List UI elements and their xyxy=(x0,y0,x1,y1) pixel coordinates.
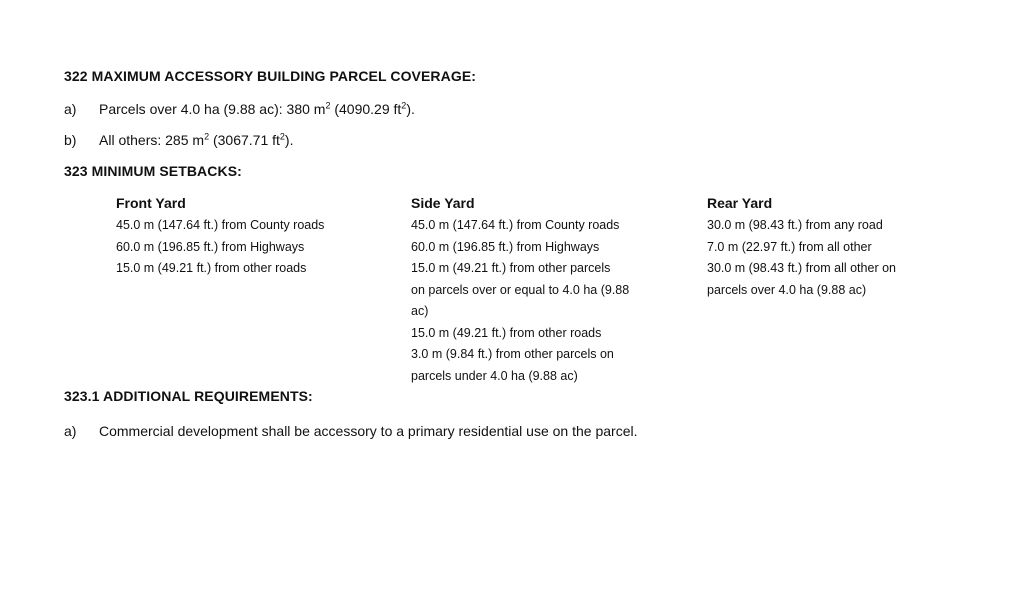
item-text-before: Parcels over 4.0 ha (9.88 ac): 380 m xyxy=(99,101,326,117)
item-text-mid: (3067.71 ft xyxy=(209,132,280,148)
item-text-after: ). xyxy=(284,132,294,148)
superscript: 2 xyxy=(401,100,407,111)
section-323-heading: 323 MINIMUM SETBACKS: xyxy=(64,163,242,179)
superscript: 2 xyxy=(204,131,210,142)
side-yard-line: 15.0 m (49.21 ft.) from other roads xyxy=(411,325,602,340)
section-323-1-heading: 323.1 ADDITIONAL REQUIREMENTS: xyxy=(64,388,313,404)
superscript: 2 xyxy=(279,131,285,142)
side-yard-line: 45.0 m (147.64 ft.) from County roads xyxy=(411,218,620,232)
section-322-heading: 322 MAXIMUM ACCESSORY BUILDING PARCEL COVERAGE: xyxy=(64,68,477,84)
side-yard-title: Side Yard xyxy=(411,195,475,211)
side-yard-line: 60.0 m (196.85 ft.) from Highways xyxy=(411,239,600,254)
rear-yard-title: Rear Yard xyxy=(707,195,773,211)
rear-yard-column xyxy=(707,194,896,301)
rear-yard-line: 30.0 m (98.43 ft.) from all other on xyxy=(707,261,896,275)
rear-yard-line: 7.0 m (22.97 ft.) from all other xyxy=(707,239,872,254)
front-yard-line: 60.0 m (196.85 ft.) from Highways xyxy=(116,239,305,254)
rear-yard-line: parcels over 4.0 ha (9.88 ac) xyxy=(707,282,867,297)
item-marker: a) xyxy=(64,101,77,117)
side-yard-line: 15.0 m (49.21 ft.) from other parcels xyxy=(411,261,611,275)
side-yard-line: 3.0 m (9.84 ft.) from other parcels on xyxy=(411,347,614,361)
item-text: Commercial development shall be accessory to a primary residential use on the parcel. xyxy=(99,423,638,439)
side-yard-line: ac) xyxy=(411,304,429,318)
item-marker: b) xyxy=(64,132,77,148)
rear-yard-line: 30.0 m (98.43 ft.) from any road xyxy=(707,218,883,232)
section-322-item-a xyxy=(64,101,415,117)
front-yard-line: 15.0 m (49.21 ft.) from other roads xyxy=(116,261,307,275)
front-yard-column xyxy=(116,194,324,280)
section-322-item-b xyxy=(64,132,293,148)
side-yard-line: parcels under 4.0 ha (9.88 ac) xyxy=(411,368,578,383)
side-yard-column xyxy=(411,194,629,387)
section-323-1-item-a xyxy=(64,423,637,439)
superscript: 2 xyxy=(325,100,331,111)
front-yard-line: 45.0 m (147.64 ft.) from County roads xyxy=(116,218,325,232)
item-text-after: ). xyxy=(406,101,415,117)
item-text-before: All others: 285 m xyxy=(99,132,205,148)
side-yard-line: on parcels over or equal to 4.0 ha (9.88 xyxy=(411,282,630,297)
front-yard-title: Front Yard xyxy=(116,195,186,211)
item-marker: a) xyxy=(64,423,77,439)
item-text-mid: (4090.29 ft xyxy=(330,101,402,117)
